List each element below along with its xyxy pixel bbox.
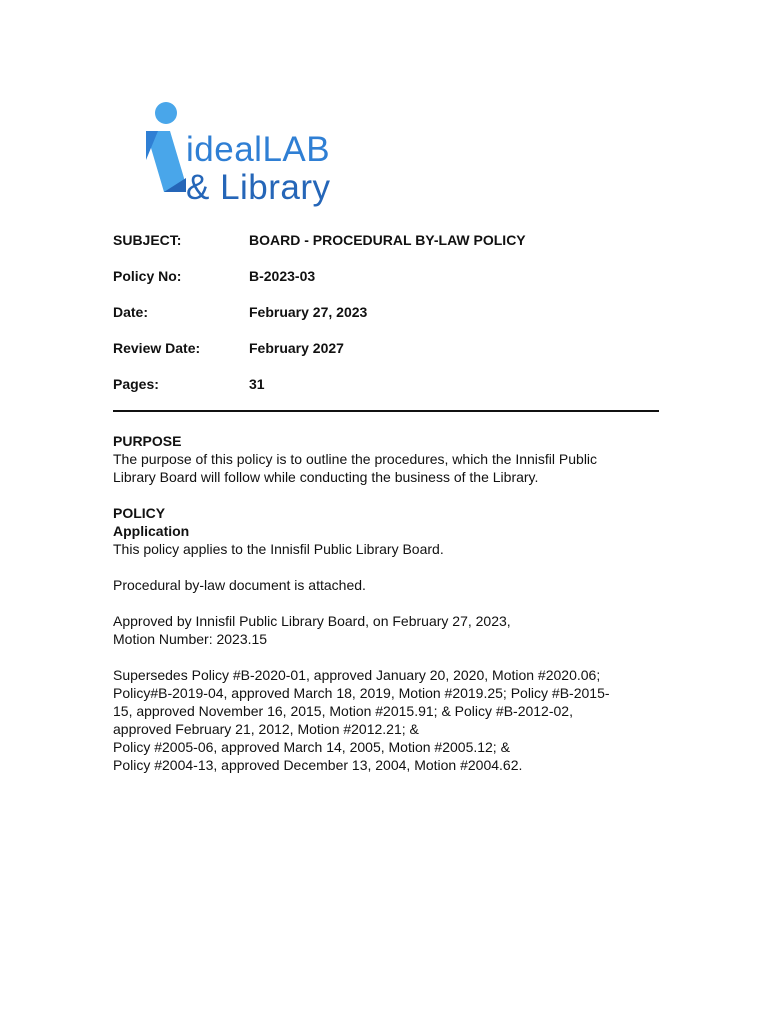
subject-label: SUBJECT: xyxy=(113,232,182,248)
supersedes-line-5: Policy #2005-06, approved March 14, 2005, Motion #2005.12; & xyxy=(113,739,510,755)
meta-row-subject xyxy=(113,232,673,268)
policy-body xyxy=(113,432,653,774)
approved-line-2: Motion Number: 2023.15 xyxy=(113,631,268,647)
review-date-value: February 2027 xyxy=(249,340,344,356)
application-text: This policy applies to the Innisfil Public Library Board. xyxy=(113,541,444,557)
meta-row-review-date xyxy=(113,340,673,376)
supersedes-line-4: approved February 21, 2012, Motion #2012.21; & xyxy=(113,721,419,737)
approved-line-1: Approved by Innisfil Public Library Board, on February 27, 2023, xyxy=(113,613,511,629)
supersedes-line-6: Policy #2004-13, approved December 13, 2004, Motion #2004.62. xyxy=(113,757,523,773)
purpose-heading: PURPOSE xyxy=(113,433,182,449)
subject-value: BOARD - PROCEDURAL BY-LAW POLICY xyxy=(249,232,526,248)
supersedes-line-3: 15, approved November 16, 2015, Motion #2015.91; & Policy #B-2012-02, xyxy=(113,703,573,719)
pages-label: Pages: xyxy=(113,376,159,392)
policy-no-label: Policy No: xyxy=(113,268,182,284)
meta-row-policy-no xyxy=(113,268,673,304)
logo-text-idealab: idealLAB xyxy=(186,130,331,169)
supersedes-line-2: Policy#B-2019-04, approved March 18, 2019, Motion #2019.25; Policy #B-2015- xyxy=(113,685,610,701)
meta-row-pages xyxy=(113,376,673,412)
logo-text-library: & Library xyxy=(186,168,331,207)
purpose-line-2: Library Board will follow while conducting the business of the Library. xyxy=(113,469,539,485)
attached-text: Procedural by-law document is attached. xyxy=(113,577,366,593)
pages-value: 31 xyxy=(249,376,265,392)
date-label: Date: xyxy=(113,304,149,320)
supersedes-line-1: Supersedes Policy #B-2020-01, approved January 20, 2020, Motion #2020.06; xyxy=(113,667,601,683)
meta-row-date xyxy=(113,304,673,340)
divider-rule xyxy=(113,410,659,412)
policy-metadata xyxy=(113,232,673,412)
review-date-label: Review Date: xyxy=(113,340,201,356)
purpose-line-1: The purpose of this policy is to outline the procedures, which the Innisfil Public xyxy=(113,451,598,467)
application-subheading: Application xyxy=(113,523,190,539)
date-value: February 27, 2023 xyxy=(249,304,368,320)
policy-no-value: B-2023-03 xyxy=(249,268,316,284)
policy-heading: POLICY xyxy=(113,505,166,521)
